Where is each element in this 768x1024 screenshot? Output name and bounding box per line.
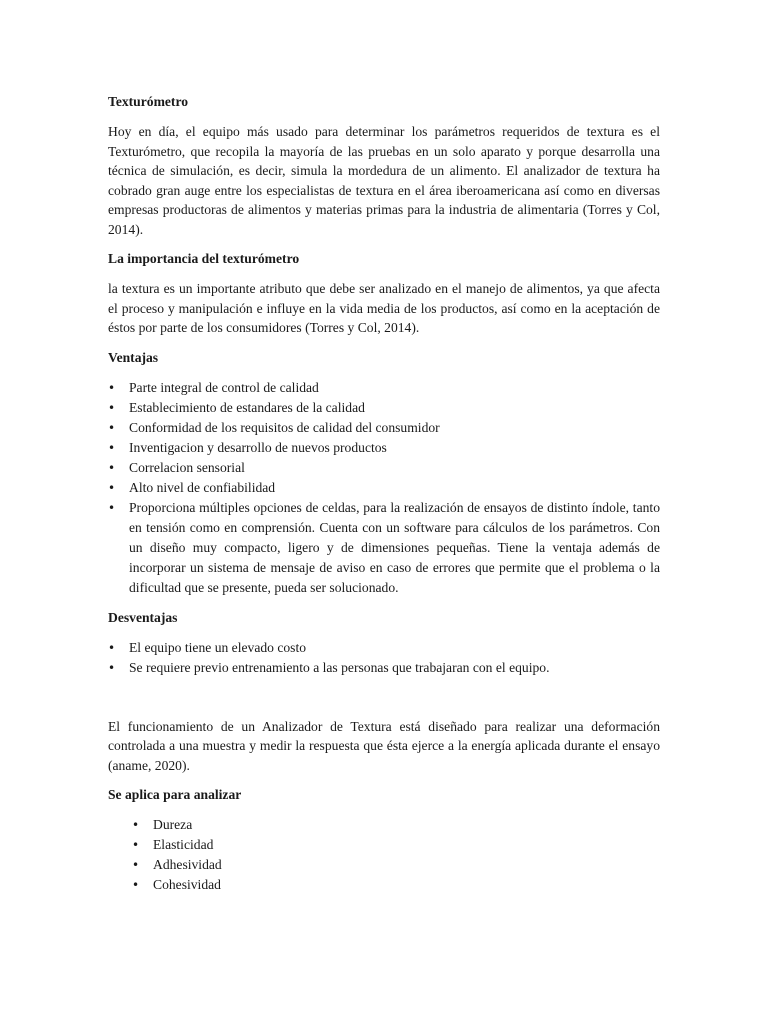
list-item: • Inventigacion y desarrollo de nuevos productos xyxy=(108,438,660,458)
document-body xyxy=(108,92,660,905)
intro-paragraph: Hoy en día, el equipo más usado para determinar los parámetros requeridos de textura es el Texturómetro, que recopila la mayoría de las pruebas en un solo aparato y porque desarrolla una técnica de simulación, es decir, simula la mordedura de un alimento. El analizador de textura ha cobrado gran auge entre los especialistas de textura en el área iberoamericana así como en diversas empresas productoras de alimentos y materias primas para la industria de alimentaria (Torres y Col, 2014). xyxy=(108,124,660,237)
list-item: • Parte integral de control de calidad xyxy=(108,378,660,398)
applies-heading: Se aplica para analizar xyxy=(108,787,242,802)
list-item: • Elasticidad xyxy=(132,835,660,855)
list-item: • Cohesividad xyxy=(132,875,660,895)
importance-paragraph: la textura es un importante atributo que debe ser analizado en el manejo de alimentos, ya que afecta el proceso y manipulación e influye en la vida media de los productos, así como en la aceptación de éstos por parte de los consumidores (Torres y Col, 2014). xyxy=(108,281,660,335)
list-item: • Alto nivel de confiabilidad xyxy=(108,478,660,498)
list-item: • Proporciona múltiples opciones de celdas, para la realización de ensayos de distinto índole, tanto en tensión como en comprensión. Cuenta con un software para cálculos de los parámetros. Con un diseño muy compacto, ligero y de dimensiones pequeñas. Tiene la ventaja además de incorporar un sistema de mensaje de aviso en caso de errores que permite que el problema o la dificultad que se presente, pueda ser solucionado. xyxy=(108,498,660,598)
title-heading: Texturómetro xyxy=(108,94,189,109)
function-paragraph: El funcionamiento de un Analizador de Textura está diseñado para realizar una deformación controlada a una muestra y medir la respuesta que ésta ejerce a la energía aplicada durante el ensayo (aname, 2020). xyxy=(108,718,660,773)
advantages-heading: Ventajas xyxy=(108,349,159,365)
list-item: • Correlacion sensorial xyxy=(108,458,660,478)
list-item: • Adhesividad xyxy=(132,855,660,875)
disadvantages-heading: Desventajas xyxy=(108,609,178,625)
list-item: • El equipo tiene un elevado costo xyxy=(108,638,660,658)
disadvantages-list xyxy=(108,638,660,678)
advantages-list xyxy=(108,378,660,598)
applies-list xyxy=(108,815,660,895)
importance-heading: La importancia del texturómetro xyxy=(108,251,300,266)
list-item: • Se requiere previo entrenamiento a las personas que trabajaran con el equipo. xyxy=(108,658,660,678)
list-item: • Establecimiento de estandares de la calidad xyxy=(108,398,660,418)
list-item: • Conformidad de los requisitos de calidad del consumidor xyxy=(108,418,660,438)
list-item: • Dureza xyxy=(132,815,660,835)
